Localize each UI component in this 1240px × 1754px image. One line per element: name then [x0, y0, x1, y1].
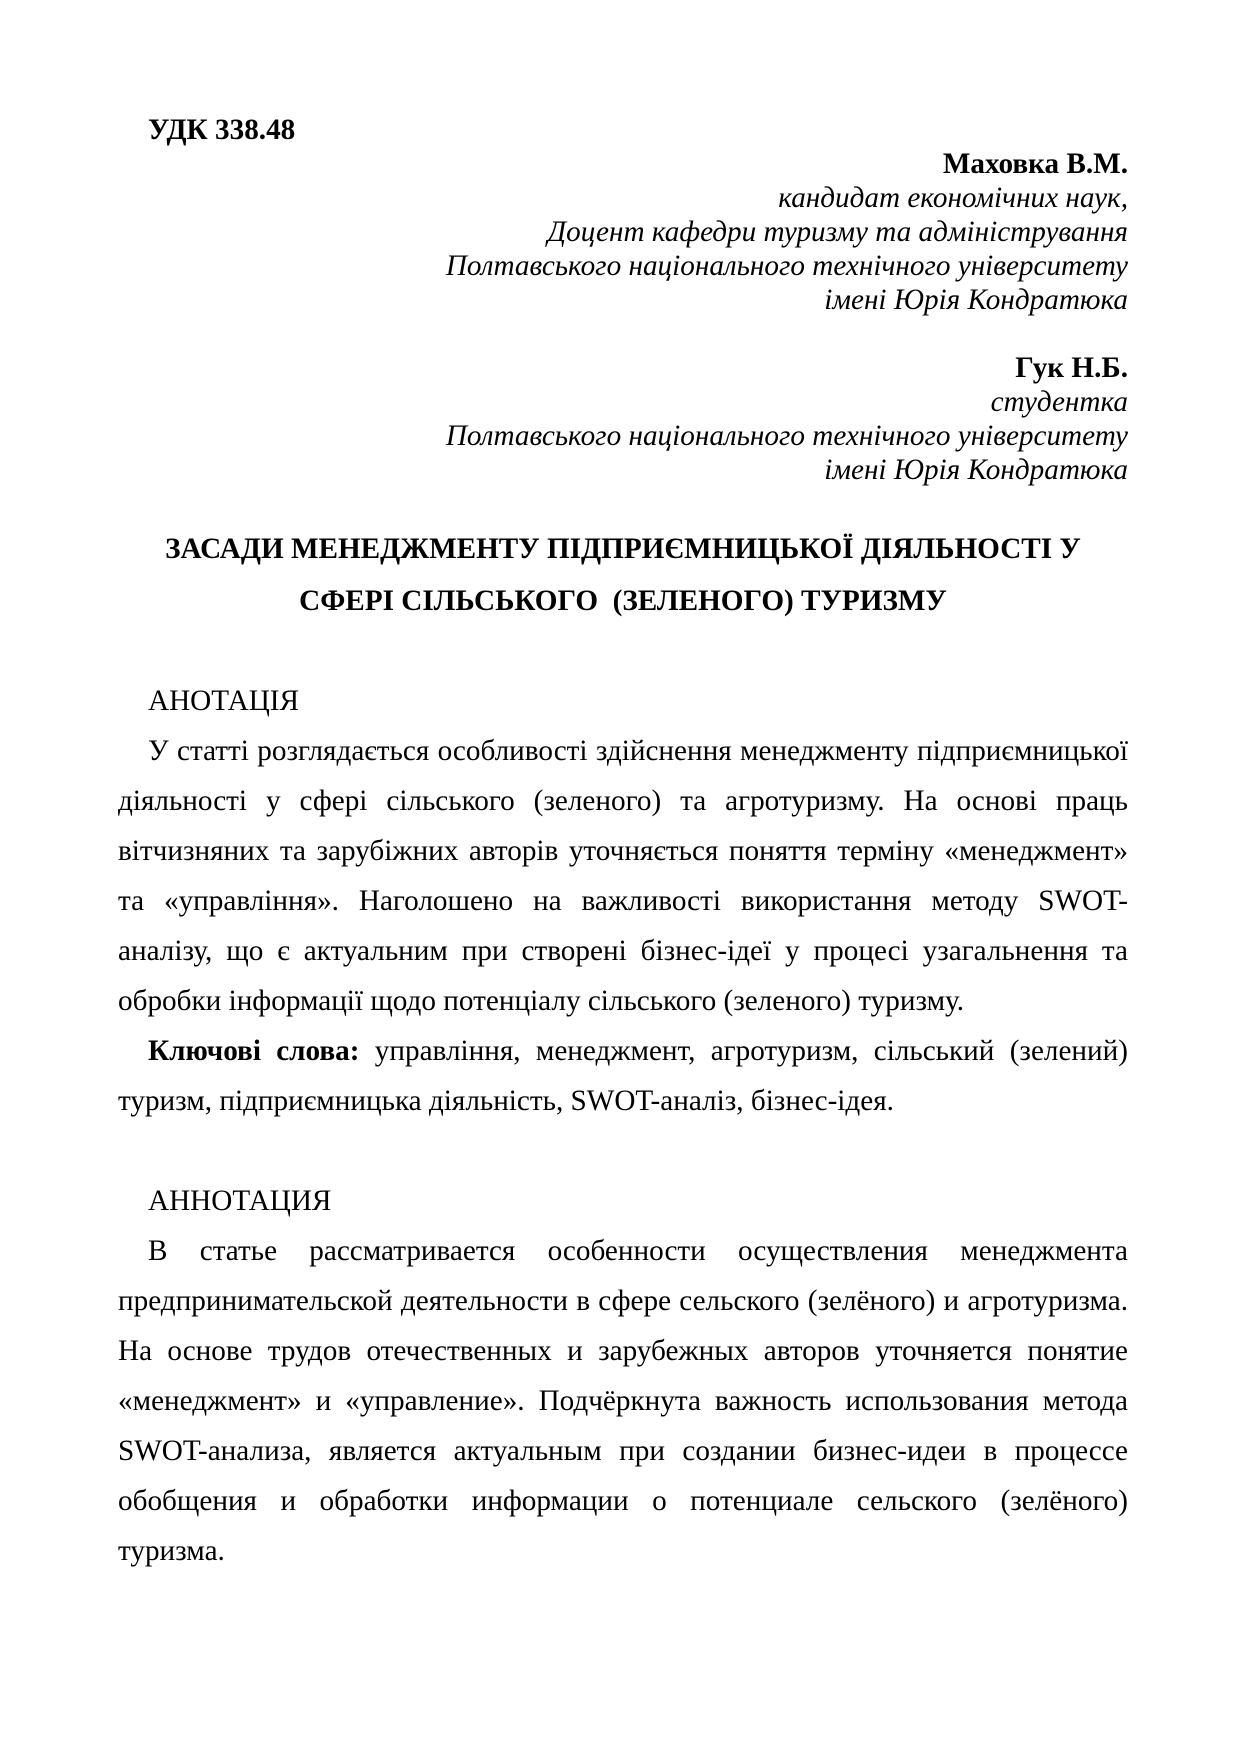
abstract-heading-ua: АНОТАЦІЯ [148, 685, 299, 717]
keywords-paragraph-ua [118, 1026, 1128, 1126]
article-title-line: ЗАСАДИ МЕНЕДЖМЕНТУ ПІДПРИЄМНИЦЬКОЇ ДІЯЛЬНОСТІ У [165, 533, 1081, 565]
author-affiliation-line: кандидат економічних наук, [778, 182, 1128, 214]
udc-code: УДК 338.48 [148, 114, 296, 146]
keywords-label: Ключові слова: [148, 1035, 360, 1067]
author-affiliation-line: імені Юрія Кондратюка [824, 284, 1128, 316]
author-affiliation-line: імені Юрія Кондратюка [824, 454, 1128, 486]
author-affiliation-line: Полтавського національного технічного університету [445, 250, 1128, 282]
author-name: Гук Н.Б. [1015, 352, 1128, 384]
keywords-text: управління, менеджмент, агротуризм, сільський (зелений) туризм, підприємницька діяльність, SWOT-аналіз, бізнес-ідея. [118, 1035, 1128, 1117]
abstract-heading-ru: АННОТАЦИЯ [148, 1185, 332, 1217]
author-affiliation-line: Доцент кафедри туризму та адміністрування [547, 216, 1128, 248]
author-affiliation-line: студентка [990, 386, 1128, 418]
author-block-1 [118, 147, 1128, 317]
author-block-2 [118, 351, 1128, 487]
author-affiliation-line: Полтавського національного технічного університету [445, 420, 1128, 452]
article-title [118, 523, 1128, 627]
abstract-paragraph-ru: В статье рассматривается особенности осуществления менеджмента предпринимательской деятельности в сфере сельского (зелёного) и агротуризма. На основе трудов отечественных и зарубежных авторов уточняется понятие «менеджмент» и «управление». Подчёркнута важность использования метода SWOT-анализа, является актуальным при создании бизнес-идеи в процессе обобщения и обработки информации о потенциале сельского (зелёного) туризма. [118, 1235, 1128, 1567]
author-name: Маховка В.М. [942, 148, 1128, 180]
abstract-paragraph-ua: У статті розглядається особливості здійснення менеджменту підприємницької діяльності у сфері сільського (зеленого) та агротуризму. На основі праць вітчизняних та зарубіжних авторів уточняється поняття терміну «менеджмент» та «управління». Наголошено на важливості використання методу SWOT-аналізу, що є актуальним при створені бізнес-ідеї у процесі узагальнення та обробки інформації щодо потенціалу сільського (зеленого) туризму. [118, 735, 1128, 1017]
article-title-line: СФЕРІ СІЛЬСЬКОГО (ЗЕЛЕНОГО) ТУРИЗМУ [299, 585, 947, 617]
